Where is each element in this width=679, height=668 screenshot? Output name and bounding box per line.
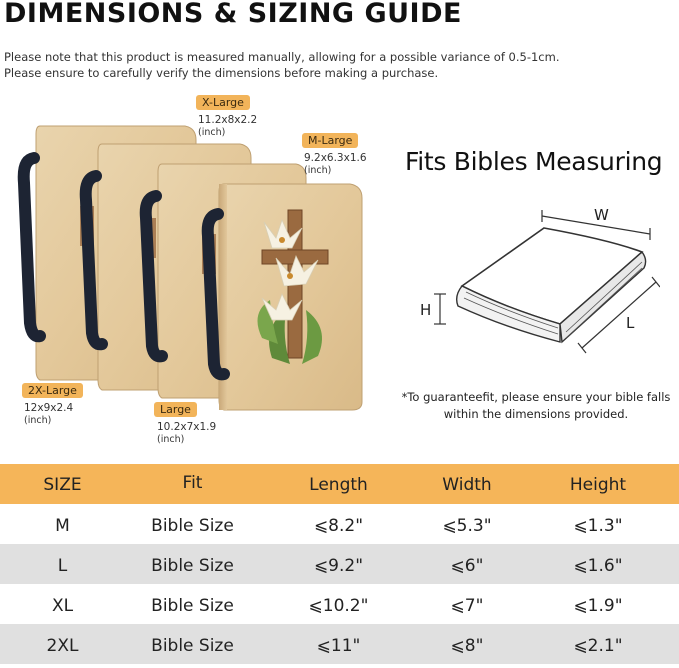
- verify-note: Please ensure to carefully verify the dimensions before making a purchase.: [4, 66, 439, 80]
- cell-fit: Bible Size: [151, 636, 234, 656]
- cell-length: ⩽11": [316, 636, 361, 656]
- table-row: [0, 584, 679, 624]
- header-length: Length: [309, 475, 368, 495]
- header-width: Width: [442, 475, 492, 495]
- table-row: [0, 544, 679, 584]
- cell-width: ⩽6": [450, 556, 484, 576]
- book-dimension-diagram: [410, 198, 660, 363]
- cell-height: ⩽1.9": [573, 596, 623, 616]
- size-dims-xlarge: 11.2x8x2.2: [198, 114, 258, 126]
- cell-width: ⩽5.3": [442, 516, 492, 536]
- size-tag-mlarge: M-Large: [302, 133, 358, 148]
- cell-height: ⩽1.6": [573, 556, 623, 576]
- header-fit: Fit: [182, 473, 203, 493]
- fits-title: Fits Bibles Measuring: [405, 147, 663, 176]
- cell-width: ⩽7": [450, 596, 484, 616]
- cell-fit: Bible Size: [151, 556, 234, 576]
- table-header-row: [0, 464, 679, 504]
- height-label: H: [420, 301, 432, 319]
- width-label: W: [594, 206, 609, 224]
- cell-size: L: [57, 556, 68, 576]
- size-tag-2xlarge: 2X-Large: [22, 383, 83, 398]
- cell-length: ⩽8.2": [313, 516, 364, 536]
- cell-fit: Bible Size: [151, 516, 234, 536]
- cell-length: ⩽9.2": [313, 556, 364, 576]
- cell-height: ⩽1.3": [573, 516, 623, 536]
- header-height: Height: [569, 475, 627, 495]
- cell-length: ⩽10.2": [308, 596, 369, 616]
- cover-m: [208, 184, 362, 410]
- length-label: L: [626, 314, 635, 332]
- size-dims-2xlarge: 12x9x2.4: [24, 402, 74, 414]
- cell-size: XL: [51, 596, 74, 616]
- measurement-note: Please note that this product is measured manually, allowing for a possible variance of 0.5-1cm.: [4, 50, 560, 64]
- size-unit-large: (inch): [157, 434, 185, 445]
- cell-size: M: [55, 516, 70, 536]
- header-size: SIZE: [43, 475, 82, 495]
- cell-size: 2XL: [46, 636, 79, 656]
- size-unit-2xlarge: (inch): [24, 415, 52, 426]
- table-row: [0, 504, 679, 544]
- size-dims-mlarge: 9.2x6.3x1.6: [304, 152, 367, 164]
- cell-fit: Bible Size: [151, 596, 234, 616]
- size-table: [0, 464, 679, 664]
- table-row: [0, 624, 679, 664]
- size-unit-xlarge: (inch): [198, 127, 226, 138]
- page-title: DIMENSIONS & SIZING GUIDE: [4, 0, 462, 29]
- size-unit-mlarge: (inch): [304, 165, 332, 176]
- fit-guarantee-note: *To guaranteefit, please ensure your bible falls within the dimensions provided.: [401, 390, 671, 421]
- size-tag-xlarge: X-Large: [196, 95, 250, 110]
- cell-height: ⩽2.1": [573, 636, 623, 656]
- size-tag-large: Large: [154, 402, 197, 417]
- size-dims-large: 10.2x7x1.9: [157, 421, 217, 433]
- cell-width: ⩽8": [450, 636, 484, 656]
